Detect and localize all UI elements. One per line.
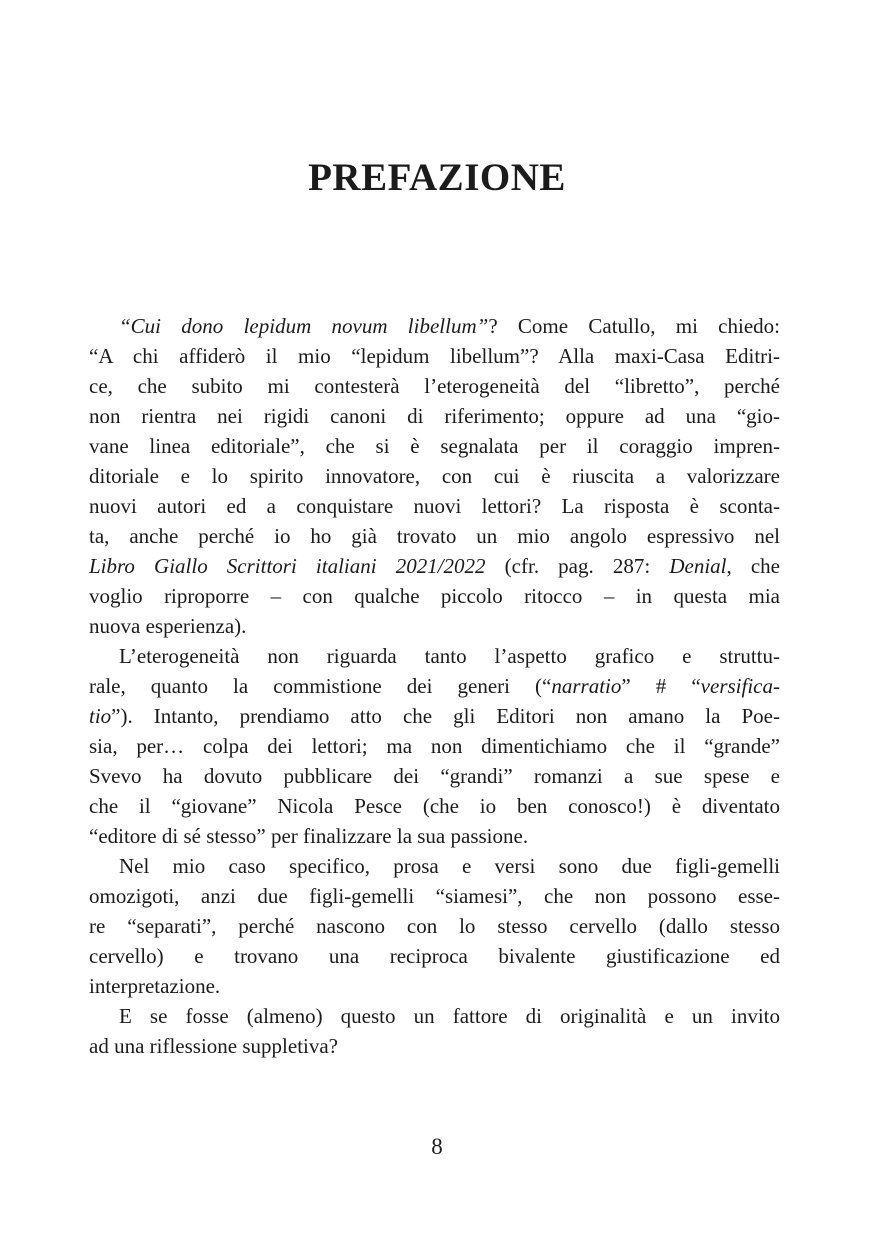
text-line (89, 701, 780, 731)
text-line (89, 881, 780, 911)
text-line (89, 851, 780, 881)
text-line (89, 371, 780, 401)
text-segment: versifica- (700, 674, 780, 698)
text-line (89, 491, 780, 521)
text-line (89, 911, 780, 941)
text-segment: narratio (551, 674, 622, 698)
text-segment: Nel mio caso specifico, prosa e versi sono due figli-gemelli (119, 854, 780, 878)
text-segment: Denial (669, 554, 727, 578)
text-line (89, 611, 780, 641)
page-title: PREFAZIONE (308, 156, 566, 200)
text-segment: ce, che subito mi contesterà l’eterogeneità del “libretto”, perché (89, 374, 780, 398)
text-segment: “editore di sé stesso” per finalizzare la sua passione. (89, 824, 529, 848)
text-line (89, 551, 780, 581)
text-segment: che il “giovane” Nicola Pesce (che io ben conosco!) è diventato (89, 794, 780, 818)
text-line (89, 461, 780, 491)
page-number: 8 (431, 1134, 443, 1159)
text-line (89, 401, 780, 431)
text-line (89, 821, 780, 851)
text-segment: vane linea editoriale”, che si è segnalata per il coraggio impren- (89, 434, 780, 458)
text-segment: E se fosse (almeno) questo un fattore di originalità e un invito (119, 1004, 780, 1028)
text-segment: (cfr. pag. 287: (485, 554, 670, 578)
text-segment: “Cui dono lepidum novum libellum” (119, 314, 489, 338)
text-segment: nuovi autori ed a conquistare nuovi lettori? La risposta è sconta- (89, 494, 780, 518)
text-segment: cervello) e trovano una reciproca bivalente giustificazione ed (89, 944, 780, 968)
text-line (89, 341, 780, 371)
text-line (89, 941, 780, 971)
text-segment: nuova esperienza). (89, 614, 247, 638)
text-segment: “A chi affiderò il mio “lepidum libellum”? Alla maxi-Casa Editri- (89, 344, 780, 368)
text-segment: , che (726, 554, 780, 578)
text-segment: tio (89, 704, 112, 728)
text-line (89, 671, 780, 701)
text-segment: non rientra nei rigidi canoni di riferimento; oppure ad una “gio- (89, 404, 780, 428)
text-line (89, 581, 780, 611)
text-line (89, 521, 780, 551)
text-segment: ta, anche perché io ho già trovato un mio angolo espressivo nel (89, 524, 780, 548)
text-segment: sia, per… colpa dei lettori; ma non dimentichiamo che il “grande” (89, 734, 780, 758)
text-segment: re “separati”, perché nascono con lo stesso cervello (dallo stesso (89, 914, 780, 938)
text-segment: rale, quanto la commistione dei generi (“ (89, 674, 552, 698)
text-segment: ”). Intanto, prendiamo atto che gli Editori non amano la Poe- (111, 704, 780, 728)
text-segment: ? Come Catullo, mi chiedo: (488, 314, 780, 338)
text-segment: omozigoti, anzi due figli-gemelli “siamesi”, che non possono esse- (89, 884, 780, 908)
text-segment: ” # “ (621, 674, 701, 698)
text-segment: ad una riflessione suppletiva? (89, 1034, 339, 1058)
text-segment: ditoriale e lo spirito innovatore, con cui è riuscita a valorizzare (89, 464, 780, 488)
text-line (89, 1001, 780, 1031)
text-segment: L’eterogeneità non riguarda tanto l’aspetto grafico e struttu- (119, 644, 780, 668)
text-line (89, 971, 780, 1001)
body-text (89, 311, 780, 1061)
text-segment: Svevo ha dovuto pubblicare dei “grandi” romanzi a sue spese e (89, 764, 780, 788)
text-line (89, 431, 780, 461)
text-line (89, 1031, 780, 1061)
text-segment: interpretazione. (89, 974, 221, 998)
text-line (89, 791, 780, 821)
text-segment: voglio riproporre – con qualche piccolo ritocco – in questa mia (89, 584, 780, 608)
text-line (89, 311, 780, 341)
text-segment: Libro Giallo Scrittori italiani 2021/2022 (89, 554, 486, 578)
text-line (89, 641, 780, 671)
text-line (89, 731, 780, 761)
text-line (89, 761, 780, 791)
